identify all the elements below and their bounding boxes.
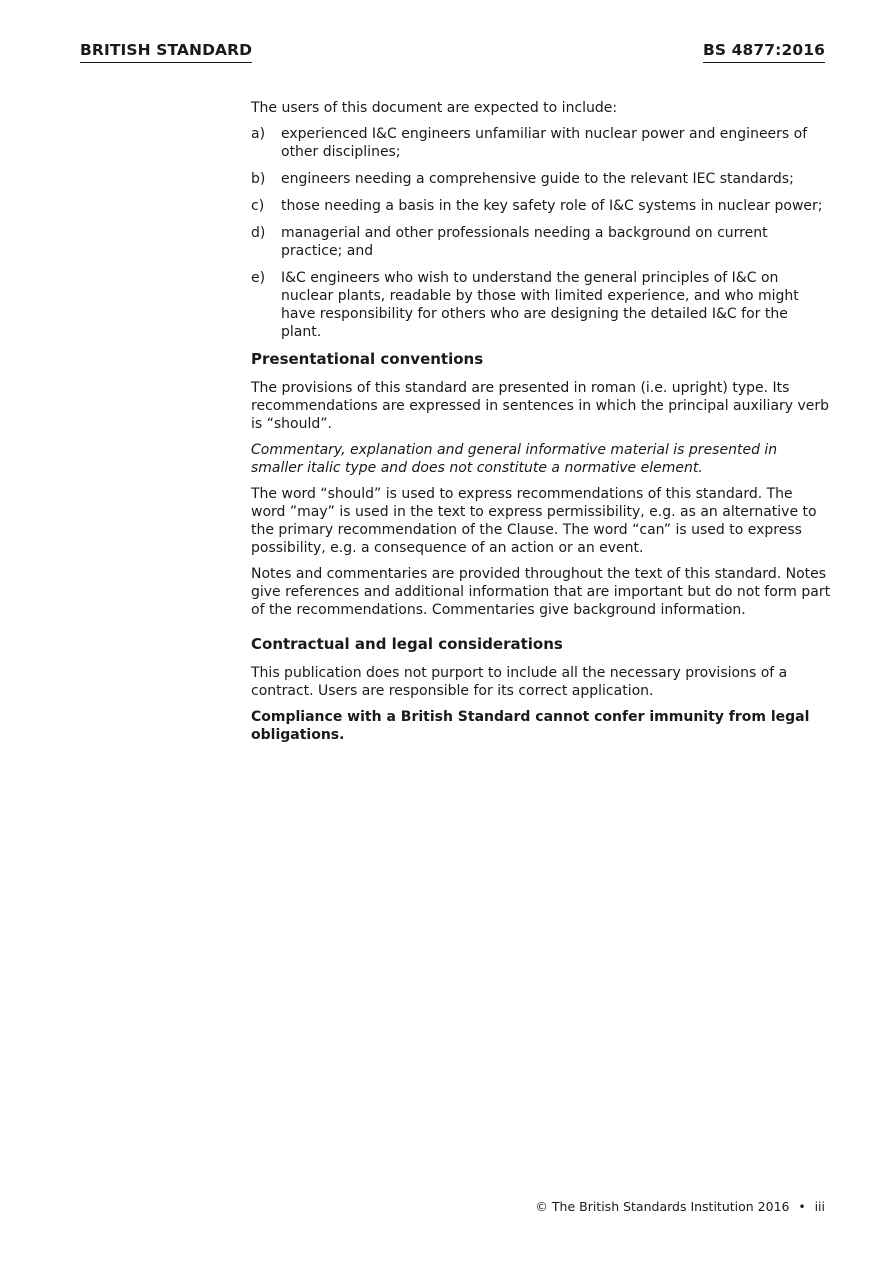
list-item-text: engineers needing a comprehensive guide to the relevant IEC standards;	[281, 171, 794, 187]
list-marker: a)	[251, 126, 266, 142]
copyright-notice: © The British Standards Institution 2016	[535, 1199, 790, 1214]
footer-separator: •	[798, 1200, 806, 1214]
contractual-paragraph-1: This publication does not purport to include all the necessary provisions of a contract. Users are responsible for its correct application.	[251, 665, 788, 699]
compliance-statement: Compliance with a British Standard cannot confer immunity from legal obligations.	[251, 709, 810, 743]
intro-paragraph: The users of this document are expected to include:	[251, 100, 618, 116]
running-head-left: BRITISH STANDARD	[80, 40, 252, 63]
presentational-paragraph-3: The word “should” is used to express recommendations of this standard. The word ”may” is used in the text to express permissibility, e.g. as an alternative to the primary recommendation of the Clause. The word “can” is used to express possibility, e.g. a consequence of an action or an event.	[251, 486, 817, 556]
section-heading-contractual: Contractual and legal considerations	[251, 635, 563, 653]
list-marker: e)	[251, 270, 266, 286]
list-item	[251, 197, 831, 215]
list-item	[251, 269, 831, 341]
page-footer	[535, 1199, 825, 1215]
users-list	[251, 125, 831, 341]
list-marker: d)	[251, 225, 266, 241]
list-item-text: those needing a basis in the key safety role of I&C systems in nuclear power;	[281, 198, 823, 214]
presentational-paragraph-4: Notes and commentaries are provided throughout the text of this standard. Notes give references and additional information that are important but do not form part of the recommendations. Commentaries give background information.	[251, 566, 831, 618]
presentational-paragraph-1: The provisions of this standard are presented in roman (i.e. upright) type. Its recommendations are expressed in sentences in which the principal auxiliary verb is “should”.	[251, 380, 830, 432]
presentational-commentary-paragraph: Commentary, explanation and general informative material is presented in smaller italic type and does not constitute a normative element.	[251, 442, 778, 476]
list-item	[251, 224, 831, 260]
page-number: iii	[814, 1199, 825, 1214]
list-item	[251, 170, 831, 188]
list-item-text: experienced I&C engineers unfamiliar with nuclear power and engineers of other disciplines;	[281, 126, 808, 160]
list-marker: c)	[251, 198, 265, 214]
section-spacer	[251, 627, 831, 635]
running-head-right: BS 4877:2016	[703, 40, 825, 63]
list-marker: b)	[251, 171, 266, 187]
list-item	[251, 125, 831, 161]
list-item-text: managerial and other professionals needing a background on current practice; and	[281, 225, 768, 259]
section-heading-presentational: Presentational conventions	[251, 350, 484, 368]
list-item-text: I&C engineers who wish to understand the general principles of I&C on nuclear plants, readable by those with limited experience, and who might have responsibility for others who are designing the detailed I&C for the plant.	[281, 270, 799, 340]
page-body	[251, 99, 831, 752]
